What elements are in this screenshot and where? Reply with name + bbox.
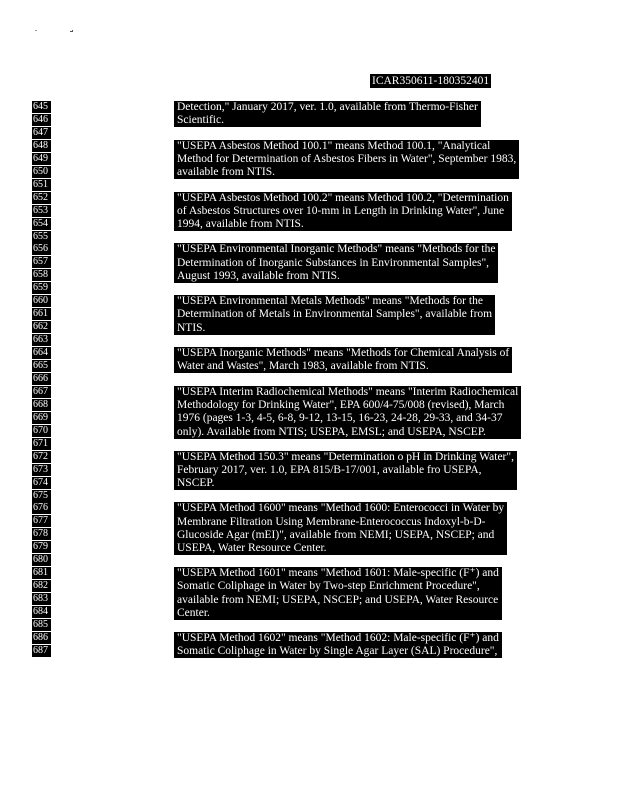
text-line: Water and Wastes", March 1983, available from NTIS. — [177, 360, 429, 373]
definition-paragraph — [174, 192, 512, 232]
line-number: 665 — [32, 360, 51, 372]
text-line: Method for Determination of Asbestos Fibers in Water", September 1983, — [177, 153, 517, 166]
definition-paragraph — [174, 386, 521, 439]
line-number: 651 — [32, 179, 51, 191]
line-number: 647 — [32, 127, 51, 139]
text-line: of Asbestos Structures over 10-mm in Length in Drinking Water", June — [177, 204, 505, 217]
text-line: "USEPA Method 1600" means "Method 1600: Enterococci in Water by — [177, 502, 505, 515]
text-line: "USEPA Environmental Inorganic Methods" means "Methods for the — [177, 243, 496, 256]
line-number: 673 — [32, 464, 51, 476]
line-number: 679 — [32, 541, 51, 553]
line-number: 648 — [32, 140, 51, 152]
text-line: "USEPA Method 150.3" means "Determination o pH in Drinking Water", — [177, 450, 514, 463]
text-line: NSCEP. — [177, 477, 215, 490]
line-number: 683 — [32, 593, 51, 605]
line-number: 682 — [32, 580, 51, 592]
line-number: 675 — [32, 490, 51, 502]
text-line: "USEPA Environmental Metals Methods" means "Methods for the — [177, 295, 483, 308]
line-number: 666 — [32, 373, 51, 385]
line-number: 684 — [32, 606, 51, 618]
line-number: 661 — [32, 308, 51, 320]
line-number: 670 — [32, 425, 51, 437]
document-id-header: ICAR350611-180352401 — [372, 75, 490, 87]
line-number: 654 — [32, 218, 51, 230]
line-number: 674 — [32, 477, 51, 489]
text-line: "USEPA Interim Radiochemical Methods" means "Interim Radiochemical — [177, 385, 519, 398]
text-line: available from NEMI; USEPA, NSCEP; and USEPA, Water Resource — [177, 593, 499, 606]
text-line: 1994, available from NTIS. — [177, 218, 304, 231]
text-line: 1976 (pages 1-3, 4-5, 6-8, 9-12, 13-15, 16-23, 24-28, 29-33, and 34-37 — [177, 412, 503, 425]
scan-specks — [32, 26, 92, 38]
line-number: 645 — [32, 101, 51, 113]
text-line: February 2017, ver. 1.0, EPA 815/B-17/001, available fro USEPA, — [177, 463, 482, 476]
text-line: Methodology for Drinking Water", EPA 600/4-75/008 (revised), March — [177, 399, 505, 412]
definition-paragraph — [174, 502, 507, 555]
text-line: Determination of Metals in Environmental Samples", available from — [177, 308, 493, 321]
definition-paragraph — [174, 140, 519, 180]
line-number: 680 — [32, 554, 51, 566]
text-line: Center. — [177, 606, 210, 619]
definition-paragraph — [174, 295, 495, 335]
line-number: 663 — [32, 334, 51, 346]
line-number: 658 — [32, 269, 51, 281]
text-line: Somatic Coliphage in Water by Single Agar Layer (SAL) Procedure", — [177, 645, 498, 658]
text-line: Glucoside Agar (mEI)", available from NEMI; USEPA, NSCEP; and — [177, 528, 495, 541]
text-line: "USEPA Inorganic Methods" means "Methods for Chemical Analysis of — [177, 347, 510, 360]
line-number: 678 — [32, 528, 51, 540]
line-number: 681 — [32, 567, 51, 579]
line-number: 646 — [32, 114, 51, 126]
line-number: 664 — [32, 347, 51, 359]
line-number: 686 — [32, 632, 51, 644]
text-line: Scientific. — [177, 114, 224, 127]
text-line: "USEPA Asbestos Method 100.1" means Method 100.1, "Analytical — [177, 139, 491, 152]
text-line: Detection," January 2017, ver. 1.0, available from Thermo-Fisher — [177, 101, 478, 113]
text-line: "USEPA Method 1602" means "Method 1602: Male-specific (F⁺) and — [177, 631, 499, 644]
text-line: Determination of Inorganic Substances in Environmental Samples", — [177, 256, 490, 269]
line-number: 671 — [32, 438, 51, 450]
line-number: 652 — [32, 192, 51, 204]
line-number: 687 — [32, 645, 51, 657]
text-line: "USEPA Asbestos Method 100.2" means Method 100.2, "Determination — [177, 191, 509, 204]
line-number: 685 — [32, 619, 51, 631]
text-line: Membrane Filtration Using Membrane-Enterococcus Indoxyl-b-D- — [177, 515, 486, 528]
line-number: 659 — [32, 282, 51, 294]
text-line: USEPA, Water Resource Center. — [177, 542, 327, 555]
text-line: August 1993, available from NTIS. — [177, 269, 340, 282]
line-number: 677 — [32, 515, 51, 527]
definition-paragraph — [174, 347, 512, 373]
line-number: 656 — [32, 243, 51, 255]
text-line: only). Available from NTIS; USEPA, EMSL; and USEPA, NSCEP. — [177, 425, 486, 438]
text-line: NTIS. — [177, 321, 206, 334]
definition-paragraph — [174, 451, 517, 491]
definition-paragraph — [174, 101, 481, 127]
line-number: 669 — [32, 412, 51, 424]
line-number: 668 — [32, 399, 51, 411]
definition-paragraph — [174, 632, 502, 658]
text-line: Somatic Coliphage in Water by Two-step Enrichment Procedure", — [177, 580, 480, 593]
text-line: available from NTIS. — [177, 166, 276, 179]
line-number: 650 — [32, 166, 51, 178]
definition-paragraph — [174, 567, 502, 620]
line-number: 676 — [32, 502, 51, 514]
line-number: 657 — [32, 256, 51, 268]
line-number: 653 — [32, 205, 51, 217]
line-number: 672 — [32, 451, 51, 463]
definition-paragraph — [174, 243, 498, 283]
line-number: 649 — [32, 153, 51, 165]
text-line: "USEPA Method 1601" means "Method 1601: Male-specific (F⁺) and — [177, 567, 499, 580]
line-number: 667 — [32, 386, 51, 398]
line-number: 662 — [32, 321, 51, 333]
line-number: 660 — [32, 295, 51, 307]
line-number: 655 — [32, 231, 51, 243]
